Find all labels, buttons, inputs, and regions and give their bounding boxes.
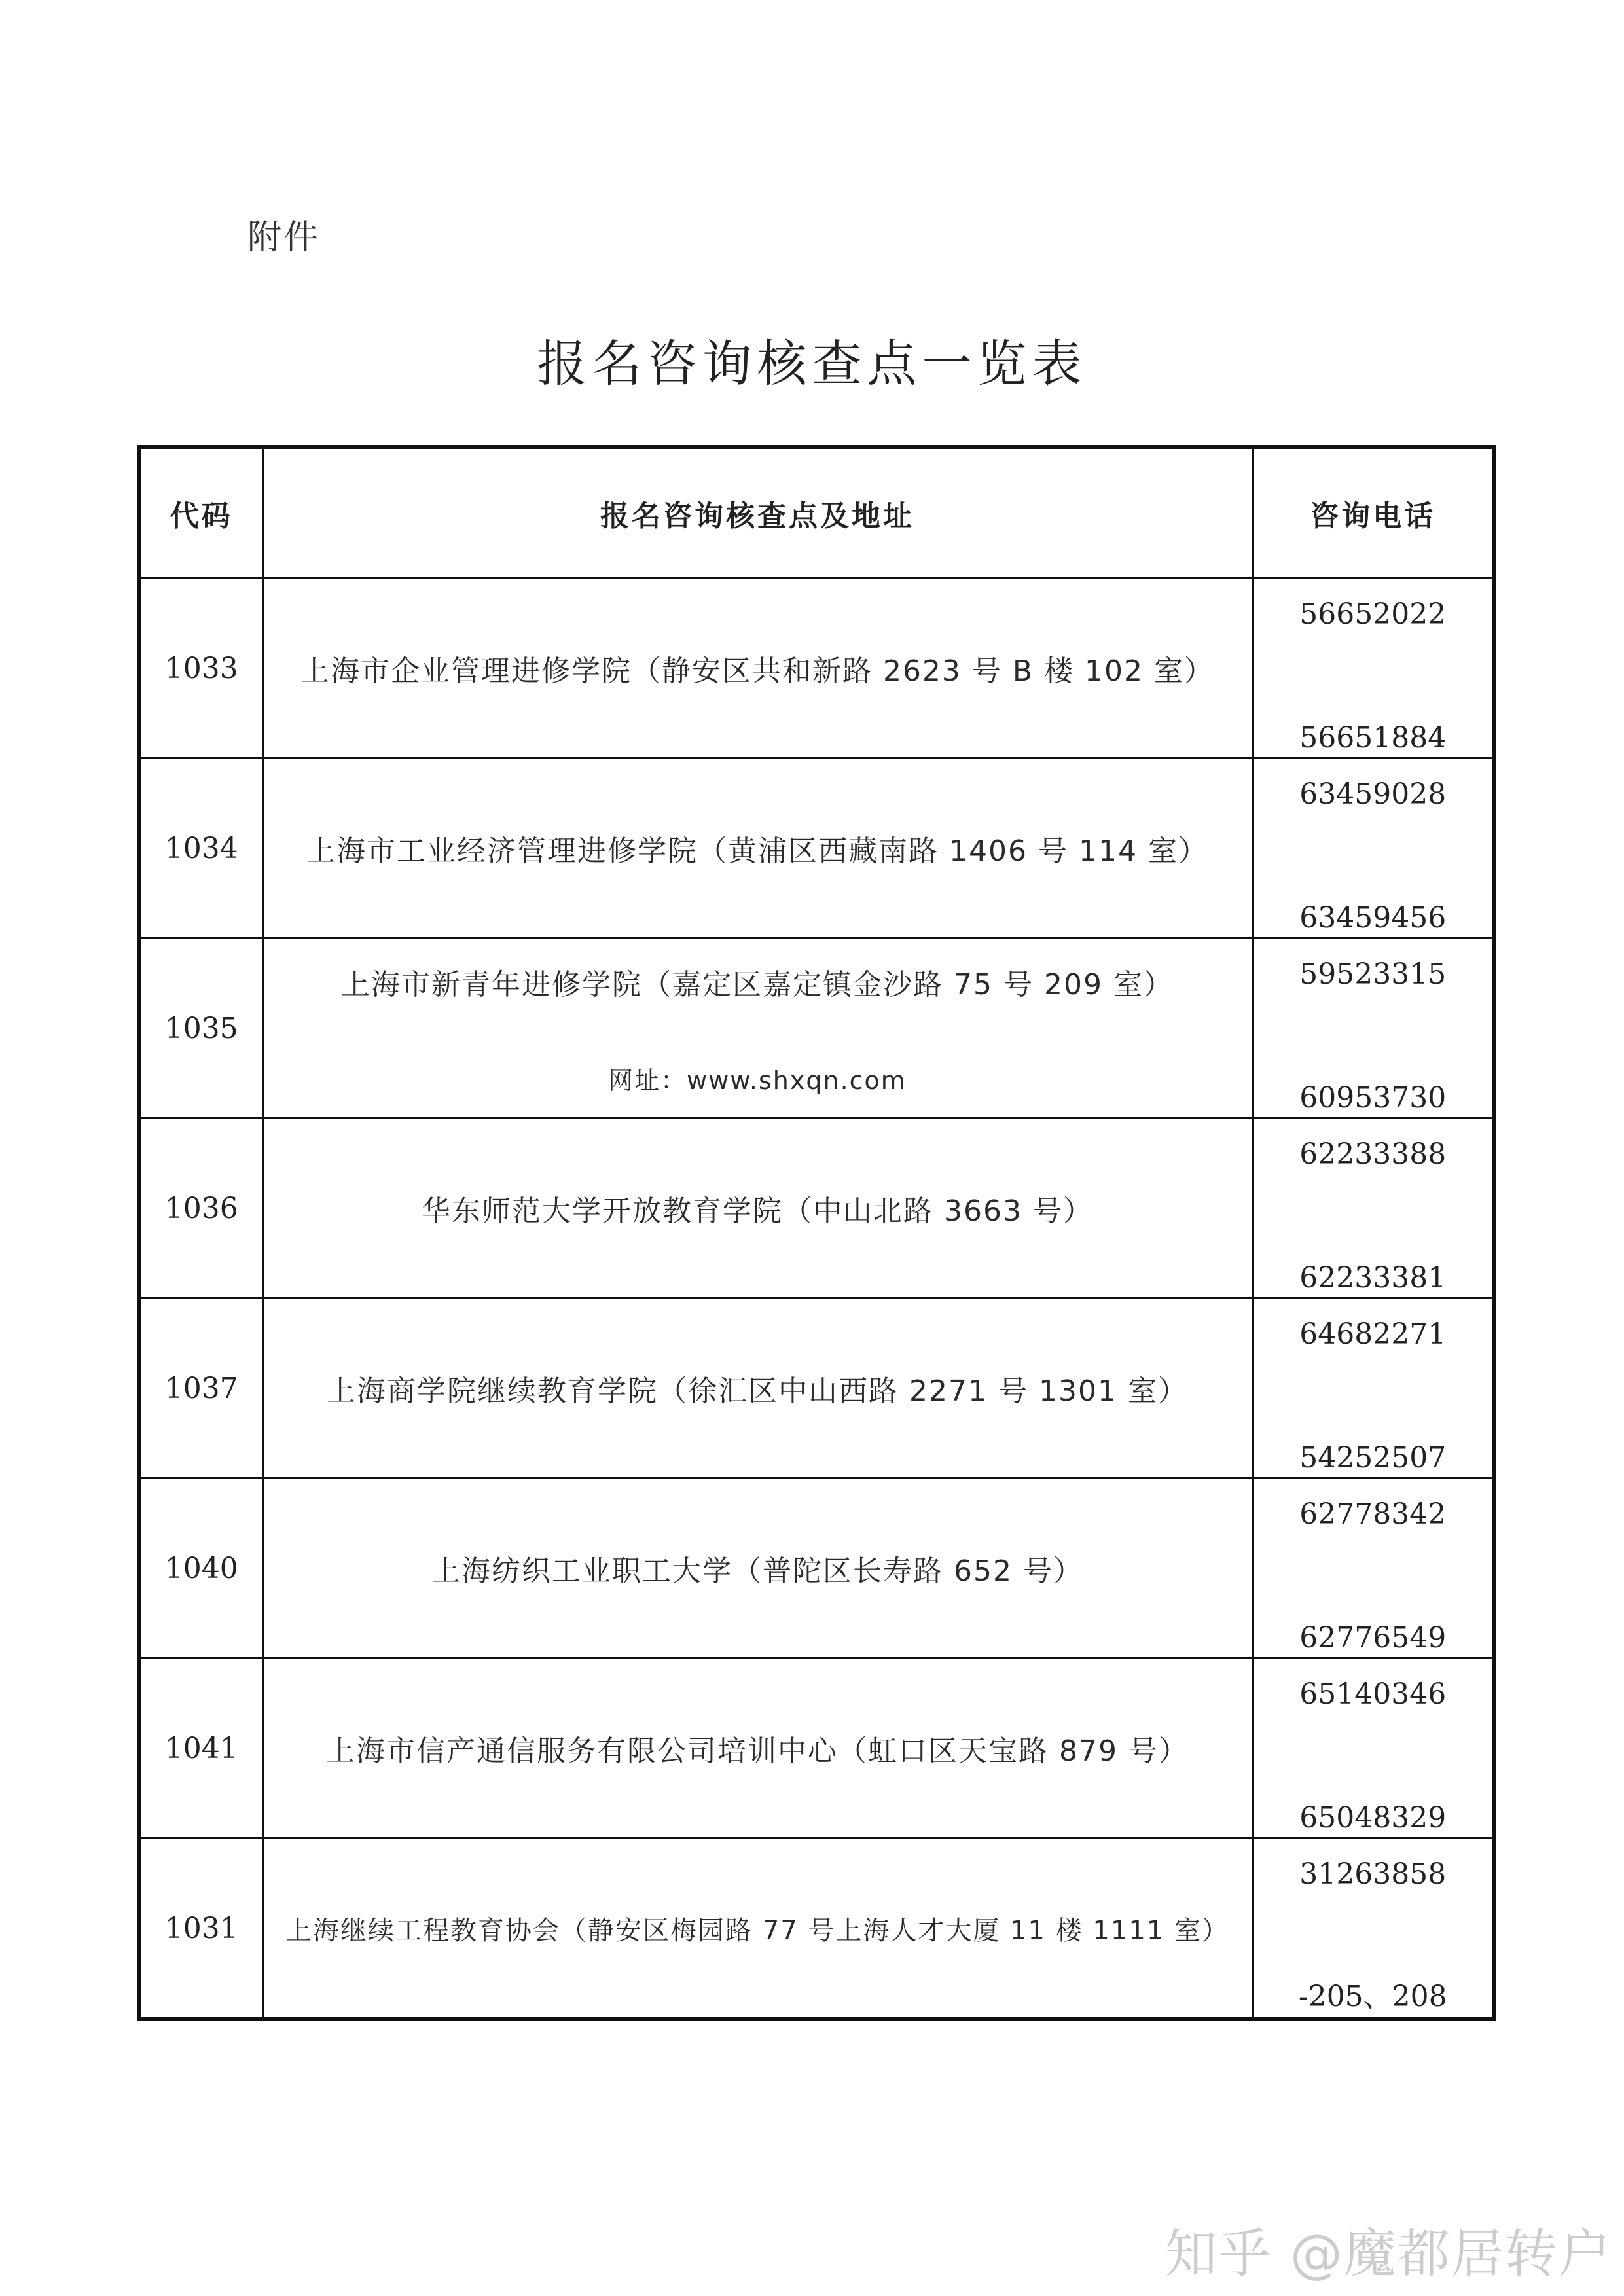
- attachment-label: 附件: [247, 218, 321, 257]
- address-cell: 上海市信产通信服务有限公司培训中心（虹口区天宝路 879 号）: [262, 1659, 1252, 1839]
- phone-primary: 63459028: [1299, 778, 1447, 811]
- phone-secondary: 65048329: [1299, 1801, 1447, 1835]
- website-line: 网址：www.shxqn.com: [608, 1066, 907, 1095]
- phone-secondary: 62776549: [1299, 1621, 1447, 1655]
- phone-primary: 64682271: [1299, 1318, 1447, 1351]
- watermark: 知乎 @魔都居转户: [1164, 2223, 1612, 2284]
- code-cell: 1034: [139, 759, 262, 939]
- phone-cell: [1252, 1659, 1494, 1839]
- table-row: [139, 1839, 1494, 2020]
- table-row: [139, 939, 1494, 1119]
- address-cell: 上海商学院继续教育学院（徐汇区中山西路 2271 号 1301 室）: [262, 1299, 1252, 1479]
- table-row: [139, 1479, 1494, 1659]
- phone-primary: 56652022: [1299, 598, 1447, 631]
- code-cell: 1041: [139, 1659, 262, 1839]
- address-cell: 上海继续工程教育协会（静安区梅园路 77 号上海人才大厦 11 楼 1111 室）: [262, 1839, 1252, 2020]
- phone-primary: 59523315: [1299, 958, 1447, 991]
- table-row: [139, 1659, 1494, 1839]
- phone-cell: [1252, 1119, 1494, 1299]
- page-title: 报名咨询核查点一览表: [537, 334, 1087, 393]
- column-header-phone: 咨询电话: [1252, 447, 1494, 579]
- phone-secondary: -205、208: [1298, 1980, 1447, 2013]
- phone-primary: 62233388: [1299, 1138, 1447, 1171]
- code-cell: 1035: [139, 939, 262, 1119]
- table-row: [139, 579, 1494, 759]
- table-row: [139, 1299, 1494, 1479]
- column-header-address: 报名咨询核查点及地址: [262, 447, 1252, 579]
- consultation-table: [137, 445, 1496, 2021]
- code-cell: 1033: [139, 579, 262, 759]
- phone-cell: [1252, 1479, 1494, 1659]
- phone-primary: 65140346: [1299, 1677, 1447, 1711]
- phone-primary: 31263858: [1299, 1857, 1447, 1891]
- phone-cell: [1252, 1839, 1494, 2020]
- code-cell: 1031: [139, 1839, 262, 2020]
- phone-cell: [1252, 939, 1494, 1119]
- address-cell: 上海市企业管理进修学院（静安区共和新路 2623 号 B 楼 102 室）: [262, 579, 1252, 759]
- phone-secondary: 60953730: [1299, 1081, 1447, 1115]
- table-row: [139, 759, 1494, 939]
- code-cell: 1037: [139, 1299, 262, 1479]
- phone-cell: [1252, 579, 1494, 759]
- phone-secondary: 62233381: [1299, 1261, 1447, 1295]
- phone-cell: [1252, 1299, 1494, 1479]
- address-cell: 上海市工业经济管理进修学院（黄浦区西藏南路 1406 号 114 室）: [262, 759, 1252, 939]
- code-cell: 1040: [139, 1479, 262, 1659]
- phone-secondary: 56651884: [1299, 721, 1447, 755]
- phone-secondary: 54252507: [1299, 1441, 1447, 1475]
- address-cell: 上海纺织工业职工大学（普陀区长寿路 652 号）: [262, 1479, 1252, 1659]
- table-header-row: [139, 447, 1494, 579]
- phone-primary: 62778342: [1299, 1498, 1447, 1531]
- address-cell: [262, 939, 1252, 1119]
- table-row: [139, 1119, 1494, 1299]
- phone-cell: [1252, 759, 1494, 939]
- phone-secondary: 63459456: [1299, 901, 1447, 935]
- address-line: 上海市新青年进修学院（嘉定区嘉定镇金沙路 75 号 209 室）: [341, 967, 1174, 1001]
- column-header-code: 代码: [139, 447, 262, 579]
- code-cell: 1036: [139, 1119, 262, 1299]
- address-cell: 华东师范大学开放教育学院（中山北路 3663 号）: [262, 1119, 1252, 1299]
